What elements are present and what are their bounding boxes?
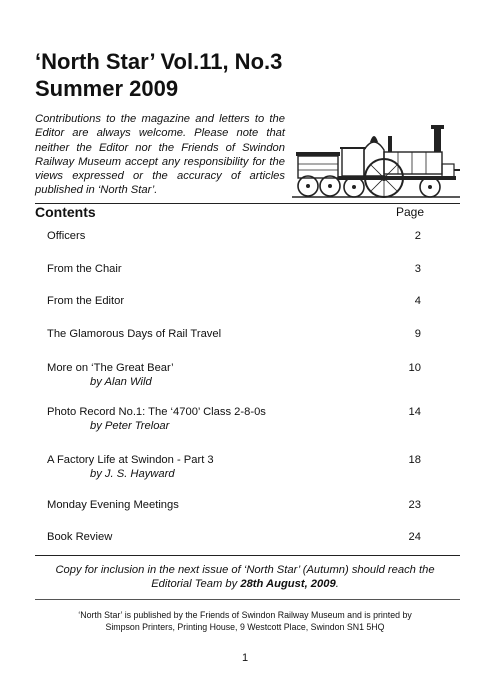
contents-entry (47, 530, 421, 544)
entry-author: by J. S. Hayward (90, 468, 175, 480)
page-title (35, 48, 282, 102)
contents-bottom-rule (35, 555, 460, 556)
contents-entry (47, 405, 421, 433)
publisher-footer (40, 609, 450, 633)
contents-entry (47, 361, 421, 389)
page-column-heading: Page (396, 205, 425, 219)
entry-author: by Peter Treloar (90, 420, 170, 432)
page-number: 1 (241, 652, 249, 664)
contents-heading: Contents (35, 204, 96, 220)
entry-page-number: 4 (414, 295, 421, 307)
copy-note-end: . (335, 578, 339, 590)
entry-page-number: 10 (408, 362, 421, 374)
footer-rule (35, 599, 460, 600)
entry-page-number: 24 (408, 531, 421, 543)
entry-page-number: 18 (408, 454, 421, 466)
contents-entry (47, 229, 421, 243)
entry-page-number: 14 (408, 406, 421, 418)
entry-title: More on ‘The Great Bear’ (47, 362, 174, 374)
footer-line-2: Simpson Printers, Printing House, 9 Westcott Place, Swindon SN1 5HQ (105, 622, 385, 632)
entry-title: Officers (47, 230, 86, 242)
contents-entry (47, 498, 421, 512)
entry-author: by Alan Wild (90, 376, 152, 388)
entry-page-number: 3 (414, 263, 421, 275)
entry-title: Book Review (47, 531, 113, 543)
entry-title: The Glamorous Days of Rail Travel (47, 328, 222, 340)
entry-title: Photo Record No.1: The ‘4700’ Class 2-8-0s (47, 406, 266, 418)
entry-title: Monday Evening Meetings (47, 499, 179, 511)
entry-page-number: 2 (414, 230, 421, 242)
copy-deadline-note (50, 563, 440, 591)
contents-top-rule (35, 203, 460, 204)
entry-title: A Factory Life at Swindon - Part 3 (47, 454, 214, 466)
copy-deadline-date: 28th August, 2009 (240, 578, 336, 590)
contents-entry (47, 453, 421, 481)
contents-entry (47, 294, 421, 308)
entry-title: From the Chair (47, 263, 122, 275)
copy-note-text: Copy for inclusion in the next issue of ‘North Star’ (Autumn) should reach the Editorial Team by (55, 564, 435, 590)
title-line-1: ‘North Star’ Vol.11, No.3 (35, 49, 283, 74)
entry-page-number: 9 (414, 328, 421, 340)
entry-title: From the Editor (47, 295, 125, 307)
contents-entry (47, 327, 421, 341)
contents-entry (47, 262, 421, 276)
footer-line-1: ‘North Star’ is published by the Friends of Swindon Railway Museum and is printed by (78, 610, 412, 620)
title-line-2: Summer 2009 (35, 76, 179, 101)
entry-page-number: 23 (408, 499, 421, 511)
intro-paragraph: Contributions to the magazine and letters to the Editor are always welcome. Please note that neither the Editor nor the Friends of Swindon Railway Museum accept any responsibility for the views expressed or the accuracy of articles published in ‘North Star’. (35, 113, 285, 197)
steam-locomotive-icon (292, 120, 460, 202)
